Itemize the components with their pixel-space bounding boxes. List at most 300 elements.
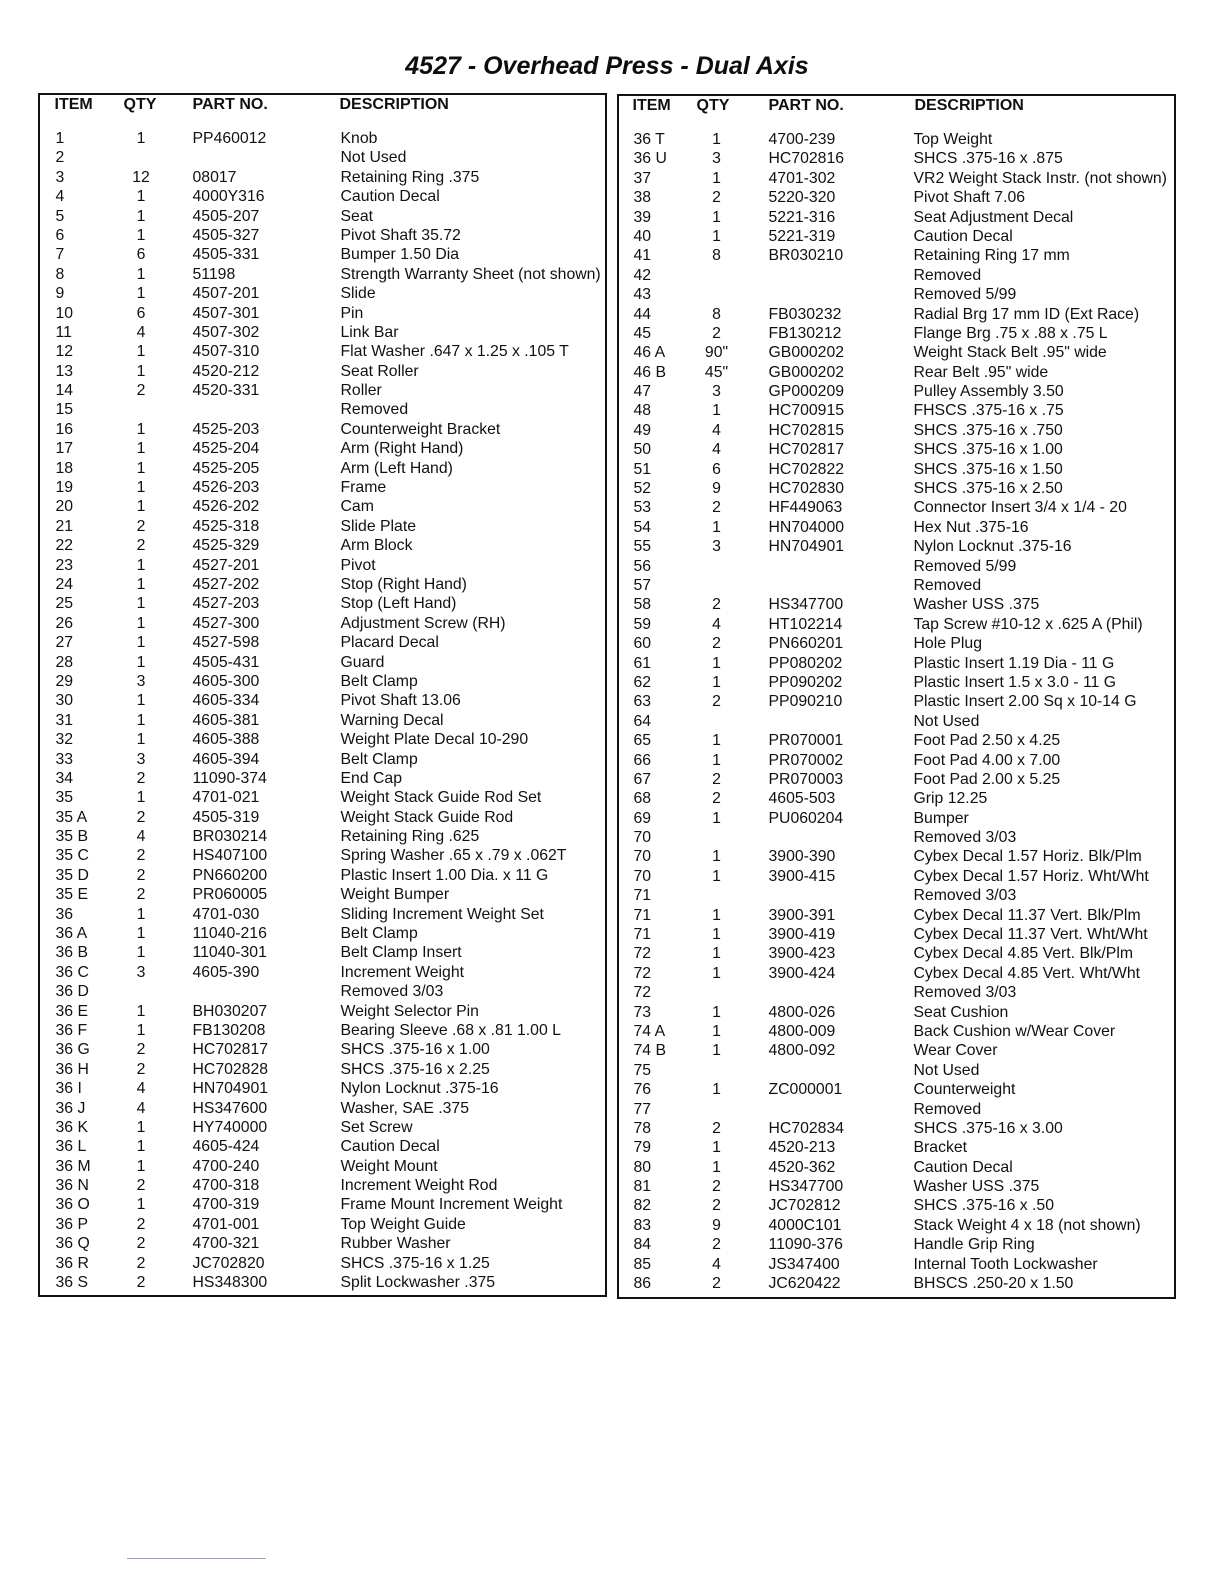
part-no-cell: 3900-419: [768, 926, 836, 944]
part-no-cell: JC702812: [768, 1197, 841, 1215]
table-row: [40, 459, 605, 478]
part-no-cell: 4605-300: [192, 672, 260, 690]
part-no-cell: GB000202: [768, 344, 845, 362]
table-body: [40, 129, 605, 1292]
part-no-cell: FB030232: [768, 305, 842, 323]
table-row: [619, 440, 1174, 459]
part-no-cell: 11090-374: [192, 769, 267, 787]
qty-cell: 3: [136, 672, 146, 690]
part-no-cell: GP000209: [768, 383, 845, 401]
header-description: DESCRIPTION: [914, 97, 1024, 114]
qty-cell: 1: [136, 285, 146, 303]
description-cell: Bracket: [913, 1139, 968, 1157]
item-cell: 72: [633, 945, 652, 963]
item-cell: 24: [55, 575, 74, 593]
table-row: [619, 673, 1174, 692]
description-cell: Spring Washer .65 x .79 x .062T: [340, 847, 567, 865]
item-cell: 58: [633, 596, 652, 614]
part-no-cell: HC702828: [192, 1060, 269, 1078]
item-cell: 72: [633, 964, 652, 982]
item-cell: 26: [55, 614, 74, 632]
part-no-cell: PP080202: [768, 654, 843, 672]
table-row: [619, 421, 1174, 440]
item-cell: 36 A: [55, 925, 88, 943]
part-no-cell: FB130208: [192, 1021, 266, 1039]
part-no-cell: JS347400: [768, 1255, 840, 1273]
description-cell: Plastic Insert 1.5 x 3.0 - 11 G: [913, 673, 1117, 691]
part-no-cell: HY740000: [192, 1118, 268, 1136]
item-cell: 84: [633, 1236, 652, 1254]
qty-cell: 1: [712, 654, 721, 672]
item-cell: 39: [633, 208, 652, 226]
qty-cell: 2: [712, 693, 721, 711]
qty-cell: 1: [136, 1196, 146, 1214]
description-cell: Flange Brg .75 x .88 x .75 L: [913, 324, 1108, 342]
item-cell: 29: [55, 672, 74, 690]
description-cell: Sliding Increment Weight Set: [340, 905, 544, 923]
item-cell: 36 M: [55, 1157, 91, 1175]
description-cell: Rubber Washer: [340, 1235, 451, 1253]
description-cell: Bearing Sleeve .68 x .81 1.00 L: [340, 1021, 561, 1039]
description-cell: Strength Warranty Sheet (not shown): [340, 265, 601, 283]
qty-cell: 2: [136, 1041, 146, 1059]
qty-cell: 1: [712, 926, 721, 944]
page-title: 4527 - Overhead Press - Dual Axis: [405, 52, 809, 80]
item-cell: 42: [633, 266, 652, 284]
table-row: [40, 362, 605, 381]
part-no-cell: 3900-391: [768, 906, 836, 924]
item-cell: 63: [633, 693, 652, 711]
part-no-cell: JC620422: [768, 1275, 841, 1293]
part-no-cell: 4520-212: [192, 362, 260, 380]
description-cell: Tap Screw #10-12 x .625 A (Phil): [913, 615, 1143, 633]
item-cell: 36 O: [55, 1196, 90, 1214]
table-row: [40, 245, 605, 264]
qty-cell: 4: [712, 421, 721, 439]
table-row: [619, 847, 1174, 866]
item-cell: 11: [55, 323, 72, 341]
item-cell: 35 B: [55, 828, 88, 846]
table-row: [40, 265, 605, 284]
part-no-cell: 4000C101: [768, 1216, 842, 1234]
description-cell: Retaining Ring 17 mm: [913, 247, 1070, 265]
part-no-cell: PR070002: [768, 751, 844, 769]
part-no-cell: ZC000001: [768, 1081, 843, 1099]
item-cell: 53: [633, 499, 652, 517]
item-cell: 51: [633, 460, 652, 478]
part-no-cell: 4605-390: [192, 963, 260, 981]
part-no-cell: 4520-362: [768, 1158, 836, 1176]
description-cell: Caution Decal: [340, 188, 440, 206]
table-row: [619, 1119, 1174, 1138]
description-cell: Bumper 1.50 Dia: [340, 246, 460, 264]
table-row: [40, 885, 605, 904]
item-cell: 49: [633, 421, 652, 439]
table-row: [40, 517, 605, 536]
qty-cell: 1: [712, 1042, 721, 1060]
description-cell: Stack Weight 4 x 18 (not shown): [913, 1216, 1141, 1234]
qty-cell: 4: [712, 615, 721, 633]
item-cell: 79: [633, 1139, 652, 1157]
table-row: [40, 1195, 605, 1214]
part-no-cell: HN704000: [768, 518, 845, 536]
item-cell: 59: [633, 615, 652, 633]
description-cell: Weight Selector Pin: [340, 1002, 479, 1020]
description-cell: Removed 3/03: [340, 983, 444, 1001]
part-no-cell: HC702816: [768, 150, 845, 168]
qty-cell: 2: [136, 769, 146, 787]
description-cell: Radial Brg 17 mm ID (Ext Race): [913, 305, 1140, 323]
table-row: [619, 944, 1174, 963]
table-header: [619, 96, 1174, 116]
item-cell: 72: [633, 984, 652, 1002]
table-row: [40, 304, 605, 323]
part-no-cell: 3900-424: [768, 964, 836, 982]
description-cell: Pin: [340, 304, 364, 322]
header-qty: QTY: [123, 96, 157, 113]
part-no-cell: HC702834: [768, 1119, 845, 1137]
part-no-cell: BH030207: [192, 1002, 268, 1020]
qty-cell: 1: [712, 945, 721, 963]
item-cell: 81: [633, 1178, 652, 1196]
table-body: [619, 130, 1174, 1293]
item-cell: 35 D: [55, 866, 89, 884]
description-cell: Caution Decal: [913, 1158, 1013, 1176]
part-no-cell: 08017: [192, 168, 237, 186]
table-row: [40, 1215, 605, 1234]
qty-cell: 2: [136, 847, 146, 865]
part-no-cell: HC702817: [192, 1041, 269, 1059]
part-no-cell: HF449063: [768, 499, 843, 517]
item-cell: 9: [55, 285, 65, 303]
item-cell: 35 A: [55, 808, 88, 826]
description-cell: Washer USS .375: [913, 1178, 1040, 1196]
table-row: [619, 343, 1174, 362]
qty-cell: 1: [136, 362, 146, 380]
qty-cell: 2: [712, 790, 721, 808]
item-cell: 65: [633, 732, 652, 750]
qty-cell: 1: [712, 809, 721, 827]
qty-cell: 4: [136, 1099, 146, 1117]
description-cell: Pivot: [340, 556, 376, 574]
description-cell: Seat: [340, 207, 373, 225]
part-no-cell: 4525-329: [192, 537, 260, 555]
table-row: [40, 1118, 605, 1137]
part-no-cell: 4525-203: [192, 420, 260, 438]
description-cell: Weight Stack Guide Rod: [340, 808, 514, 826]
item-cell: 83: [633, 1216, 652, 1234]
table-row: [40, 846, 605, 865]
item-cell: 27: [55, 634, 74, 652]
part-no-cell: 4527-598: [192, 634, 260, 652]
description-cell: Retaining Ring .625: [340, 828, 480, 846]
item-cell: 44: [633, 305, 652, 323]
item-cell: 70: [633, 867, 652, 885]
part-no-cell: HC702817: [768, 441, 845, 459]
qty-cell: 45": [704, 363, 729, 381]
qty-cell: 1: [136, 731, 146, 749]
qty-cell: 1: [712, 1022, 721, 1040]
qty-cell: 3: [136, 750, 146, 768]
table-row: [619, 712, 1174, 731]
qty-cell: 1: [712, 518, 721, 536]
table-row: [619, 983, 1174, 1002]
table-row: [619, 634, 1174, 653]
table-row: [40, 1137, 605, 1156]
table-row: [619, 305, 1174, 324]
description-cell: Frame Mount Increment Weight: [340, 1196, 563, 1214]
item-cell: 55: [633, 538, 652, 556]
description-cell: Increment Weight: [340, 963, 465, 981]
qty-cell: 1: [136, 1118, 146, 1136]
qty-cell: 2: [136, 1235, 146, 1253]
table-row: [619, 537, 1174, 556]
item-cell: 36 G: [55, 1041, 90, 1059]
item-cell: 25: [55, 595, 74, 613]
part-no-cell: 4505-319: [192, 808, 260, 826]
description-cell: Connector Insert 3/4 x 1/4 - 20: [913, 499, 1127, 517]
description-cell: Not Used: [913, 712, 980, 730]
table-row: [40, 1273, 605, 1292]
item-cell: 5: [55, 207, 65, 225]
item-cell: 36 E: [55, 1002, 88, 1020]
description-cell: SHCS .375-16 x .875: [913, 150, 1063, 168]
table-row: [619, 1158, 1174, 1177]
item-cell: 36 N: [55, 1177, 89, 1195]
item-cell: 52: [633, 480, 652, 498]
description-cell: Knob: [340, 130, 378, 147]
table-row: [40, 148, 605, 167]
description-cell: End Cap: [340, 769, 402, 787]
description-cell: Link Bar: [340, 323, 399, 341]
description-cell: Plastic Insert 2.00 Sq x 10-14 G: [913, 693, 1137, 711]
qty-cell: 1: [136, 459, 146, 477]
item-cell: 16: [55, 420, 74, 438]
qty-cell: 6: [136, 246, 146, 264]
item-cell: 43: [633, 286, 652, 304]
qty-cell: 1: [136, 226, 146, 244]
table-row: [40, 905, 605, 924]
table-row: [619, 557, 1174, 576]
table-row: [40, 594, 605, 613]
item-cell: 13: [55, 362, 74, 380]
part-no-cell: HC700915: [768, 402, 845, 420]
part-no-cell: 4507-301: [192, 304, 260, 322]
description-cell: FHSCS .375-16 x .75: [913, 402, 1064, 420]
parts-table-left: [38, 93, 607, 1297]
qty-cell: 1: [136, 614, 146, 632]
table-row: [40, 808, 605, 827]
table-row: [619, 906, 1174, 925]
description-cell: Stop (Left Hand): [340, 595, 457, 613]
part-no-cell: 4605-388: [192, 731, 260, 749]
description-cell: Removed: [913, 576, 982, 594]
qty-cell: 6: [712, 460, 721, 478]
description-cell: Pivot Shaft 7.06: [913, 189, 1026, 207]
description-cell: Rear Belt .95" wide: [913, 363, 1049, 381]
description-cell: Caution Decal: [340, 1138, 440, 1156]
part-no-cell: 4701-030: [192, 905, 260, 923]
table-row: [40, 168, 605, 187]
qty-cell: 1: [136, 575, 146, 593]
qty-cell: 1: [136, 595, 146, 613]
description-cell: Belt Clamp: [340, 925, 418, 943]
qty-cell: 9: [712, 1216, 721, 1234]
qty-cell: 8: [712, 305, 721, 323]
table-row: [619, 1255, 1174, 1274]
item-cell: 85: [633, 1255, 652, 1273]
item-cell: 70: [633, 848, 652, 866]
description-cell: SHCS .375-16 x 3.00: [913, 1119, 1063, 1137]
qty-cell: 2: [712, 189, 721, 207]
qty-cell: 2: [712, 1236, 721, 1254]
table-row: [40, 381, 605, 400]
table-row: [40, 187, 605, 206]
table-row: [619, 1138, 1174, 1157]
description-cell: Pulley Assembly 3.50: [913, 383, 1064, 401]
qty-cell: 1: [136, 692, 146, 710]
description-cell: Foot Pad 2.50 x 4.25: [913, 732, 1061, 750]
qty-cell: 1: [712, 673, 721, 691]
table-row: [619, 1041, 1174, 1060]
item-cell: 71: [633, 906, 652, 924]
qty-cell: 6: [136, 304, 146, 322]
item-cell: 6: [55, 226, 65, 244]
table-row: [40, 788, 605, 807]
part-no-cell: 4507-302: [192, 323, 260, 341]
qty-cell: 1: [136, 188, 146, 206]
table-row: [40, 730, 605, 749]
qty-cell: 9: [712, 480, 721, 498]
description-cell: Nylon Locknut .375-16: [340, 1080, 499, 1098]
item-cell: 36 H: [55, 1060, 89, 1078]
part-no-cell: 4507-310: [192, 343, 260, 361]
table-row: [619, 518, 1174, 537]
table-row: [40, 653, 605, 672]
description-cell: Cybex Decal 11.37 Vert. Wht/Wht: [913, 926, 1148, 944]
item-cell: 56: [633, 557, 652, 575]
item-cell: 15: [55, 401, 74, 419]
qty-cell: 1: [136, 905, 146, 923]
qty-cell: 2: [712, 635, 721, 653]
header-qty: QTY: [696, 97, 730, 114]
qty-cell: 2: [712, 324, 721, 342]
qty-cell: 4: [712, 441, 721, 459]
part-no-cell: 4520-213: [768, 1139, 836, 1157]
table-row: [619, 692, 1174, 711]
table-row: [40, 614, 605, 633]
table-row: [40, 207, 605, 226]
qty-cell: 3: [712, 150, 721, 168]
description-cell: Increment Weight Rod: [340, 1177, 498, 1195]
description-cell: Plastic Insert 1.19 Dia - 11 G: [913, 654, 1115, 672]
table-row: [619, 925, 1174, 944]
qty-cell: 1: [712, 402, 721, 420]
qty-cell: 1: [136, 925, 146, 943]
part-no-cell: BR030210: [768, 247, 844, 265]
part-no-cell: HT102214: [768, 615, 843, 633]
item-cell: 3: [55, 168, 65, 186]
item-cell: 34: [55, 769, 74, 787]
part-no-cell: 4701-001: [192, 1215, 260, 1233]
description-cell: VR2 Weight Stack Instr. (not shown): [913, 169, 1167, 187]
description-cell: Foot Pad 4.00 x 7.00: [913, 751, 1061, 769]
description-cell: SHCS .375-16 x .50: [913, 1197, 1054, 1215]
part-no-cell: GB000202: [768, 363, 845, 381]
description-cell: Slide Plate: [340, 517, 417, 535]
description-cell: Removed 3/03: [913, 887, 1017, 905]
table-row: [40, 769, 605, 788]
qty-cell: 4: [136, 828, 146, 846]
table-row: [40, 226, 605, 245]
table-row: [40, 129, 605, 148]
table-row: [619, 1235, 1174, 1254]
description-cell: Bumper: [913, 809, 969, 827]
qty-cell: 2: [712, 499, 721, 517]
part-no-cell: HS347700: [768, 596, 844, 614]
item-cell: 1: [55, 130, 65, 147]
item-cell: 68: [633, 790, 652, 808]
item-cell: 36 F: [55, 1021, 88, 1039]
description-cell: Removed 3/03: [913, 829, 1017, 847]
table-row: [619, 130, 1174, 149]
table-row: [619, 498, 1174, 517]
qty-cell: 8: [712, 247, 721, 265]
table-row: [40, 633, 605, 652]
description-cell: Belt Clamp: [340, 672, 418, 690]
description-cell: SHCS .375-16 x 2.50: [913, 480, 1063, 498]
description-cell: Belt Clamp: [340, 750, 418, 768]
item-cell: 14: [55, 382, 74, 400]
header-item: ITEM: [632, 97, 671, 114]
table-row: [40, 1002, 605, 1021]
description-cell: Plastic Insert 1.00 Dia. x 11 G: [340, 866, 549, 884]
item-cell: 17: [55, 440, 74, 458]
description-cell: Weight Bumper: [340, 886, 450, 904]
table-row: [40, 866, 605, 885]
description-cell: SHCS .375-16 x 1.50: [913, 460, 1063, 478]
table-row: [619, 1177, 1174, 1196]
qty-cell: 1: [712, 751, 721, 769]
description-cell: SHCS .375-16 x .750: [913, 421, 1063, 439]
item-cell: 69: [633, 809, 652, 827]
item-cell: 36 B: [55, 944, 88, 962]
table-row: [619, 654, 1174, 673]
description-cell: Weight Mount: [340, 1157, 438, 1175]
qty-cell: 1: [136, 498, 146, 516]
table-row: [619, 1196, 1174, 1215]
item-cell: 35 E: [55, 886, 88, 904]
part-no-cell: 4526-202: [192, 498, 260, 516]
qty-cell: 1: [712, 1158, 721, 1176]
qty-cell: 1: [136, 1138, 146, 1156]
table-row: [40, 497, 605, 516]
table-row: [619, 285, 1174, 304]
qty-cell: 1: [712, 906, 721, 924]
item-cell: 7: [55, 246, 65, 264]
part-no-cell: 4605-424: [192, 1138, 260, 1156]
part-no-cell: 4505-327: [192, 226, 260, 244]
part-no-cell: 11090-376: [768, 1236, 843, 1254]
qty-cell: 1: [712, 1139, 721, 1157]
table-row: [619, 149, 1174, 168]
description-cell: Removed: [913, 266, 982, 284]
table-row: [619, 1080, 1174, 1099]
table-row: [40, 750, 605, 769]
table-row: [619, 1022, 1174, 1041]
description-cell: SHCS .375-16 x 1.00: [913, 441, 1063, 459]
description-cell: Top Weight: [913, 131, 993, 148]
